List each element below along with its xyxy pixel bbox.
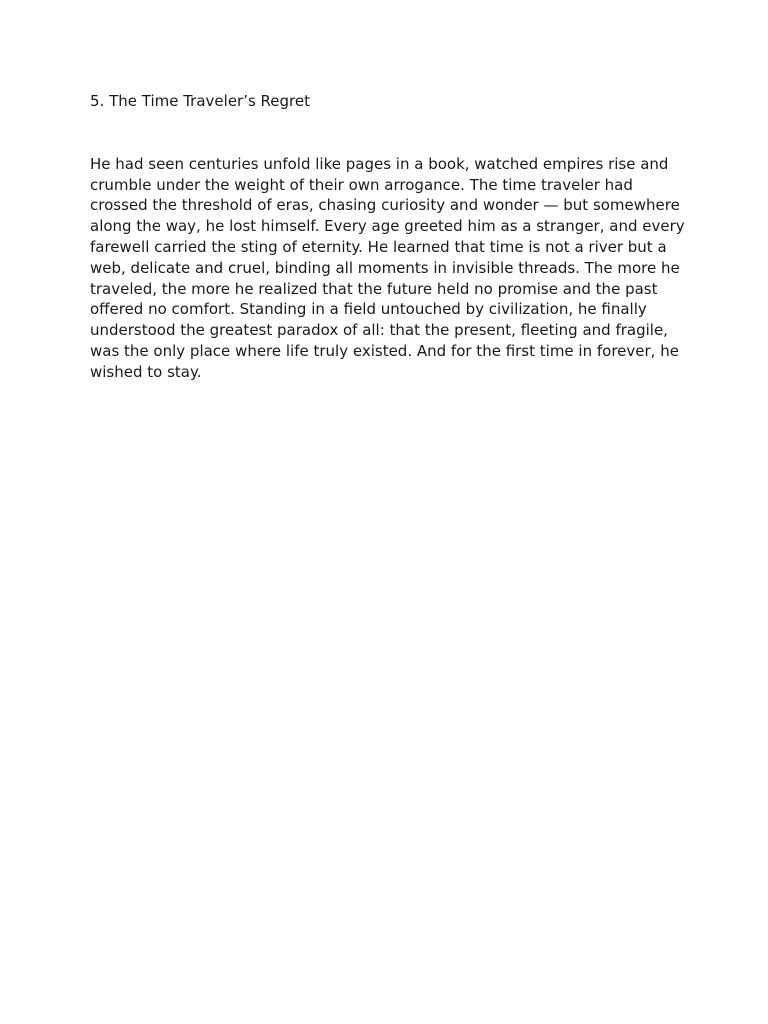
document-title: 5. The Time Traveler’s Regret — [90, 92, 311, 110]
document-content — [90, 91, 686, 383]
document-paragraph: He had seen centuries unfold like pages in a book, watched empires rise and crumble under the weight of their own arrogance. The time traveler had crossed the threshold of eras, chasing curiosity and wonder — but somewhere along the way, he lost himself. Every age greeted him as a stranger, and every farewell carried the sting of eternity. He learned that time is not a river but a web, delicate and cruel, binding all moments in invisible threads. The more he traveled, the more he realized that the future held no promise and the past offered no comfort. Standing in a field untouched by civilization, he finally understood the greatest paradox of all: that the present, fleeting and fragile, was the only place where life truly existed. And for the first time in forever, he wished to stay. — [90, 154, 685, 381]
